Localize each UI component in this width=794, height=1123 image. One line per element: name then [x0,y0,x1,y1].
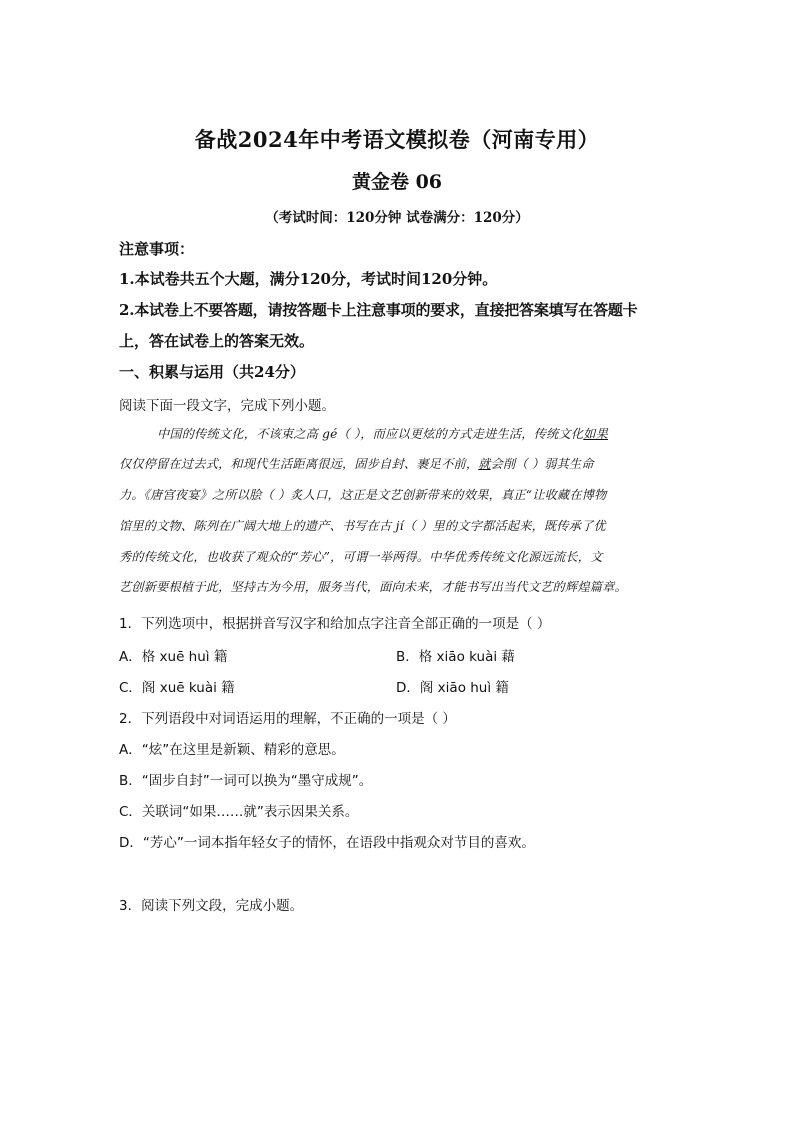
passage-text: 会削（ ）弱其生命 [490,457,594,471]
question-1-option-d: D．阁 xiāo huì 籍 [396,680,509,696]
exam-info: （考试时间：120分钟 试卷满分：120分） [265,210,529,226]
passage-text: 仅仅停留在过去式，和现代生活距离很远，固步自封、裹足不前， [119,457,479,471]
question-1-option-a: A．格 xuē huì 籍 [119,649,228,665]
question-2-stem: 2．下列语段中对词语运用的理解，不正确的一项是（ ） [119,711,456,727]
passage-line-3: 力。《唐宫夜宴》之所以脍（ ）炙人口，这正是文艺创新带来的效果，真正“让收藏在博物 [119,488,607,502]
notice-item-2-line-2: 上，答在试卷上的答案无效。 [119,332,315,350]
question-1-option-b: B．格 xiāo kuài 藉 [396,649,515,665]
passage-line-1 [157,425,608,442]
notice-heading: 注意事项： [119,240,195,258]
question-2-option-d: D．“芳心”一词本指年轻女子的情怀，在语段中指观众对节目的喜欢。 [119,835,535,851]
notice-item-1: 1.本试卷共五个大题，满分120分，考试时间120分钟。 [119,270,498,288]
exam-subtitle: 黄金卷 06 [351,171,443,193]
passage-line-6: 艺创新要根植于此，坚持古为今用，服务当代，面向未来，才能书写出当代文艺的辉煌篇章。 [119,580,627,594]
passage-line-4: 馆里的文物、陈列在广阔大地上的遗产、书写在古 jí（ ）里的文字都活起来，既传承了优 [119,519,606,533]
question-3-stem: 3．阅读下列文段，完成小题。 [119,898,304,914]
exam-title: 备战2024年中考语文模拟卷（河南专用） [194,127,600,152]
passage-line-2 [119,455,594,472]
passage-line-5: 秀的传统文化，也收获了观众的“芳心”，可谓一举两得。中华优秀传统文化源远流长，文 [119,550,603,564]
passage-text: 中国的传统文化，不该束之高 gé（ ），而应以更炫的方式走进生活，传统文化 [157,427,584,441]
question-1-option-c: C．阁 xuē kuài 籍 [119,680,235,696]
question-2-option-b: B．“固步自封”一词可以换为“墨守成规”。 [119,773,373,789]
underlined-word: 就 [478,457,491,471]
question-2-option-a: A．“炫”在这里是新颖、精彩的意思。 [119,742,345,758]
section-intro: 阅读下面一段文字，完成下列小题。 [119,398,335,414]
underlined-word: 如果 [583,427,609,441]
question-2-option-c: C．关联词“如果……就”表示因果关系。 [119,804,359,820]
notice-item-2-line-1: 2.本试卷上不要答题，请按答题卡上注意事项的要求，直接把答案填写在答题卡 [119,301,638,319]
question-1-stem: 1．下列选项中，根据拼音写汉字和给加点字注音全部正确的一项是（ ） [119,616,551,632]
section-heading: 一、积累与运用（共24分） [119,363,305,381]
